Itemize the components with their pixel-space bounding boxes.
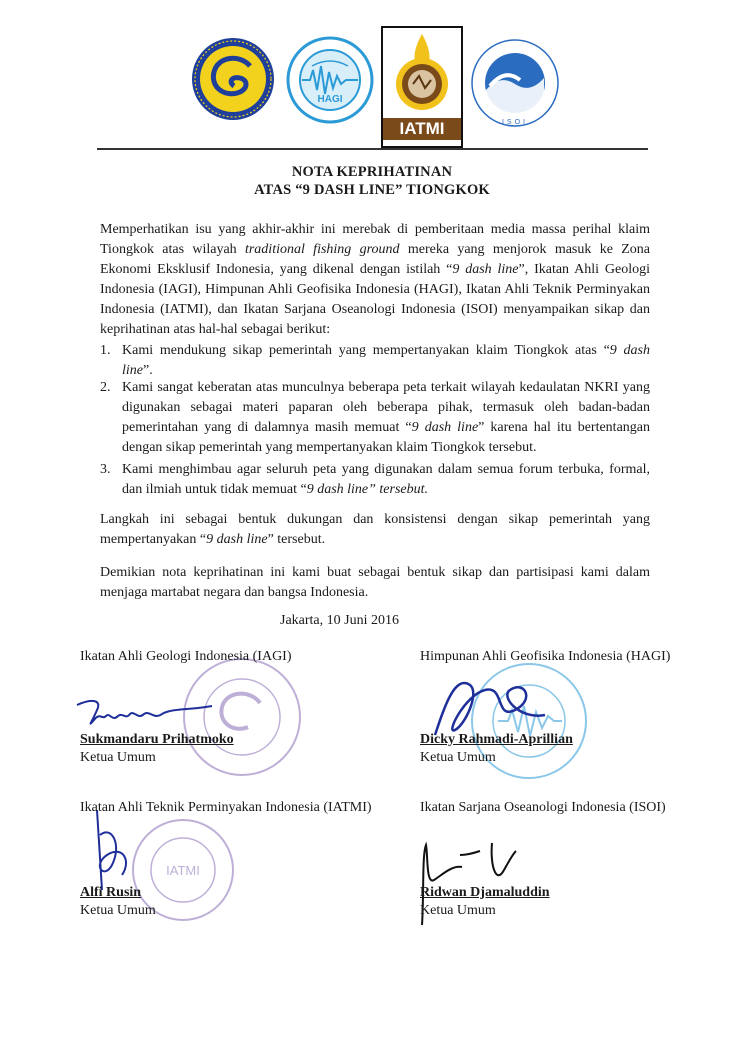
point-emphasis: 9 dash line (122, 343, 650, 378)
signatory-iatmi (80, 799, 372, 817)
iatmi-signature (82, 805, 152, 895)
iatmi-logo-text: IATMI (383, 118, 461, 140)
intro-text-1: Memperhatikan isu yang akhir-akhir ini merebak di pemberitaan media massa perihal klaim Tiongkok atas wilayah (100, 222, 650, 257)
point-item-2 (100, 378, 650, 460)
signatory-iagi-name-block (80, 731, 234, 767)
signatory-isoi (420, 799, 666, 817)
signatory-name: Alfi Rusin (80, 885, 142, 900)
signatory-org: Ikatan Ahli Geologi Indonesia (IAGI) (80, 649, 292, 664)
signatory-isoi-name-block (420, 884, 550, 920)
point-text: Kami mendukung sikap pemerintah yang mempertanyakan klaim Tiongkok atas “ (122, 343, 610, 358)
point-emphasis: 9 dash line” tersebut. (306, 482, 429, 497)
points-list (100, 341, 650, 500)
closing-text-1: Langkah ini sebagai bentuk dukungan dan konsistensi dengan sikap pemerintah yang mempertanyakan “ (100, 512, 650, 547)
header-divider (97, 148, 648, 150)
signatory-role: Ketua Umum (80, 750, 156, 765)
intro-paragraph (100, 220, 650, 340)
intro-text-3: ”, Ikatan Ahli Geologi Indonesia (IAGI), Himpunan Ahli Geofisika Indonesia (HAGI), Ikatan Ahli Teknik Perminyakan Indonesia (IATMI), dan Ikatan Sarjana Oseanologi Indonesia (ISOI) menyampaikan sikap dan keprihatinan atas hal-hal sebagai berikut: (100, 262, 650, 337)
point-emphasis: 9 dash line (411, 420, 479, 435)
isoi-logo (470, 38, 560, 133)
point-text-end: ” karena hal itu bertentangan dengan sikap pemerintah yang mempertanyakan klaim Tiongkok tersebut. (122, 420, 650, 455)
point-number: 1. (100, 343, 111, 358)
point-number: 2. (100, 380, 111, 395)
point-item-3 (100, 460, 650, 500)
iagi-logo (190, 36, 276, 127)
intro-emphasis-2: 9 dash line (452, 262, 519, 277)
hagi-logo-text: HAGI (317, 94, 343, 105)
signatory-org: Himpunan Ahli Geofisika Indonesia (HAGI) (420, 649, 671, 664)
signatory-role: Ketua Umum (420, 903, 496, 918)
signatory-name: Ridwan Djamaluddin (420, 885, 550, 900)
signatory-iatmi-name-block (80, 884, 156, 920)
closing-emphasis: 9 dash line (206, 532, 268, 547)
closing-text-1-end: ” tersebut. (267, 532, 326, 547)
closing-paragraph-2: Demikian nota keprihatinan ini kami buat sebagai bentuk sikap dan partisipasi kami dalam menjaga martabat negara dan bangsa Indonesia. (100, 565, 650, 600)
point-number: 3. (100, 462, 111, 477)
point-item-1 (100, 341, 650, 380)
iatmi-logo (381, 26, 463, 148)
closing-paragraph-1 (100, 510, 650, 550)
place-date: Jakarta, 10 Juni 2016 (280, 613, 399, 628)
signatory-hagi (420, 648, 670, 666)
intro-text-2: mereka yang menjorok masuk ke Zona Ekonomi Eksklusif Indonesia, yang dikenal dengan istilah “ (100, 242, 650, 277)
signatory-role: Ketua Umum (420, 750, 496, 765)
signatory-iagi (80, 648, 292, 666)
signatory-name: Dicky Rahmadi-Aprillian (420, 732, 573, 747)
signatory-name: Sukmandaru Prihatmoko (80, 732, 234, 747)
point-text: Kami sangat keberatan atas munculnya beberapa peta terkait wilayah kedaulatan NKRI yang digunakan sebagai materi paparan oleh beberapa pihak, termasuk oleh badan-badan pemerintahan yang di dalamnya masih memuat “ (122, 380, 650, 435)
hagi-logo (286, 36, 374, 129)
intro-emphasis-1: traditional fishing ground (244, 242, 400, 257)
iatmi-stamp-text: IATMI (166, 863, 200, 878)
signatory-org: Ikatan Ahli Teknik Perminyakan Indonesia (IATMI) (80, 800, 372, 815)
signatory-org: Ikatan Sarjana Oseanologi Indonesia (ISOI) (420, 800, 666, 815)
point-text: Kami menghimbau agar seluruh peta yang digunakan dalam semua forum terbuka, formal, dan ilmiah untuk tidak memuat “ (122, 462, 650, 497)
document-title-line2: ATAS “9 DASH LINE” TIONGKOK (254, 182, 490, 198)
signatory-hagi-name-block (420, 731, 573, 767)
document-title-line1: NOTA KEPRIHATINAN (291, 164, 453, 180)
point-text-end: ”. (143, 363, 153, 378)
isoi-logo-text: ISOI (501, 119, 529, 126)
signatory-role: Ketua Umum (80, 903, 156, 918)
